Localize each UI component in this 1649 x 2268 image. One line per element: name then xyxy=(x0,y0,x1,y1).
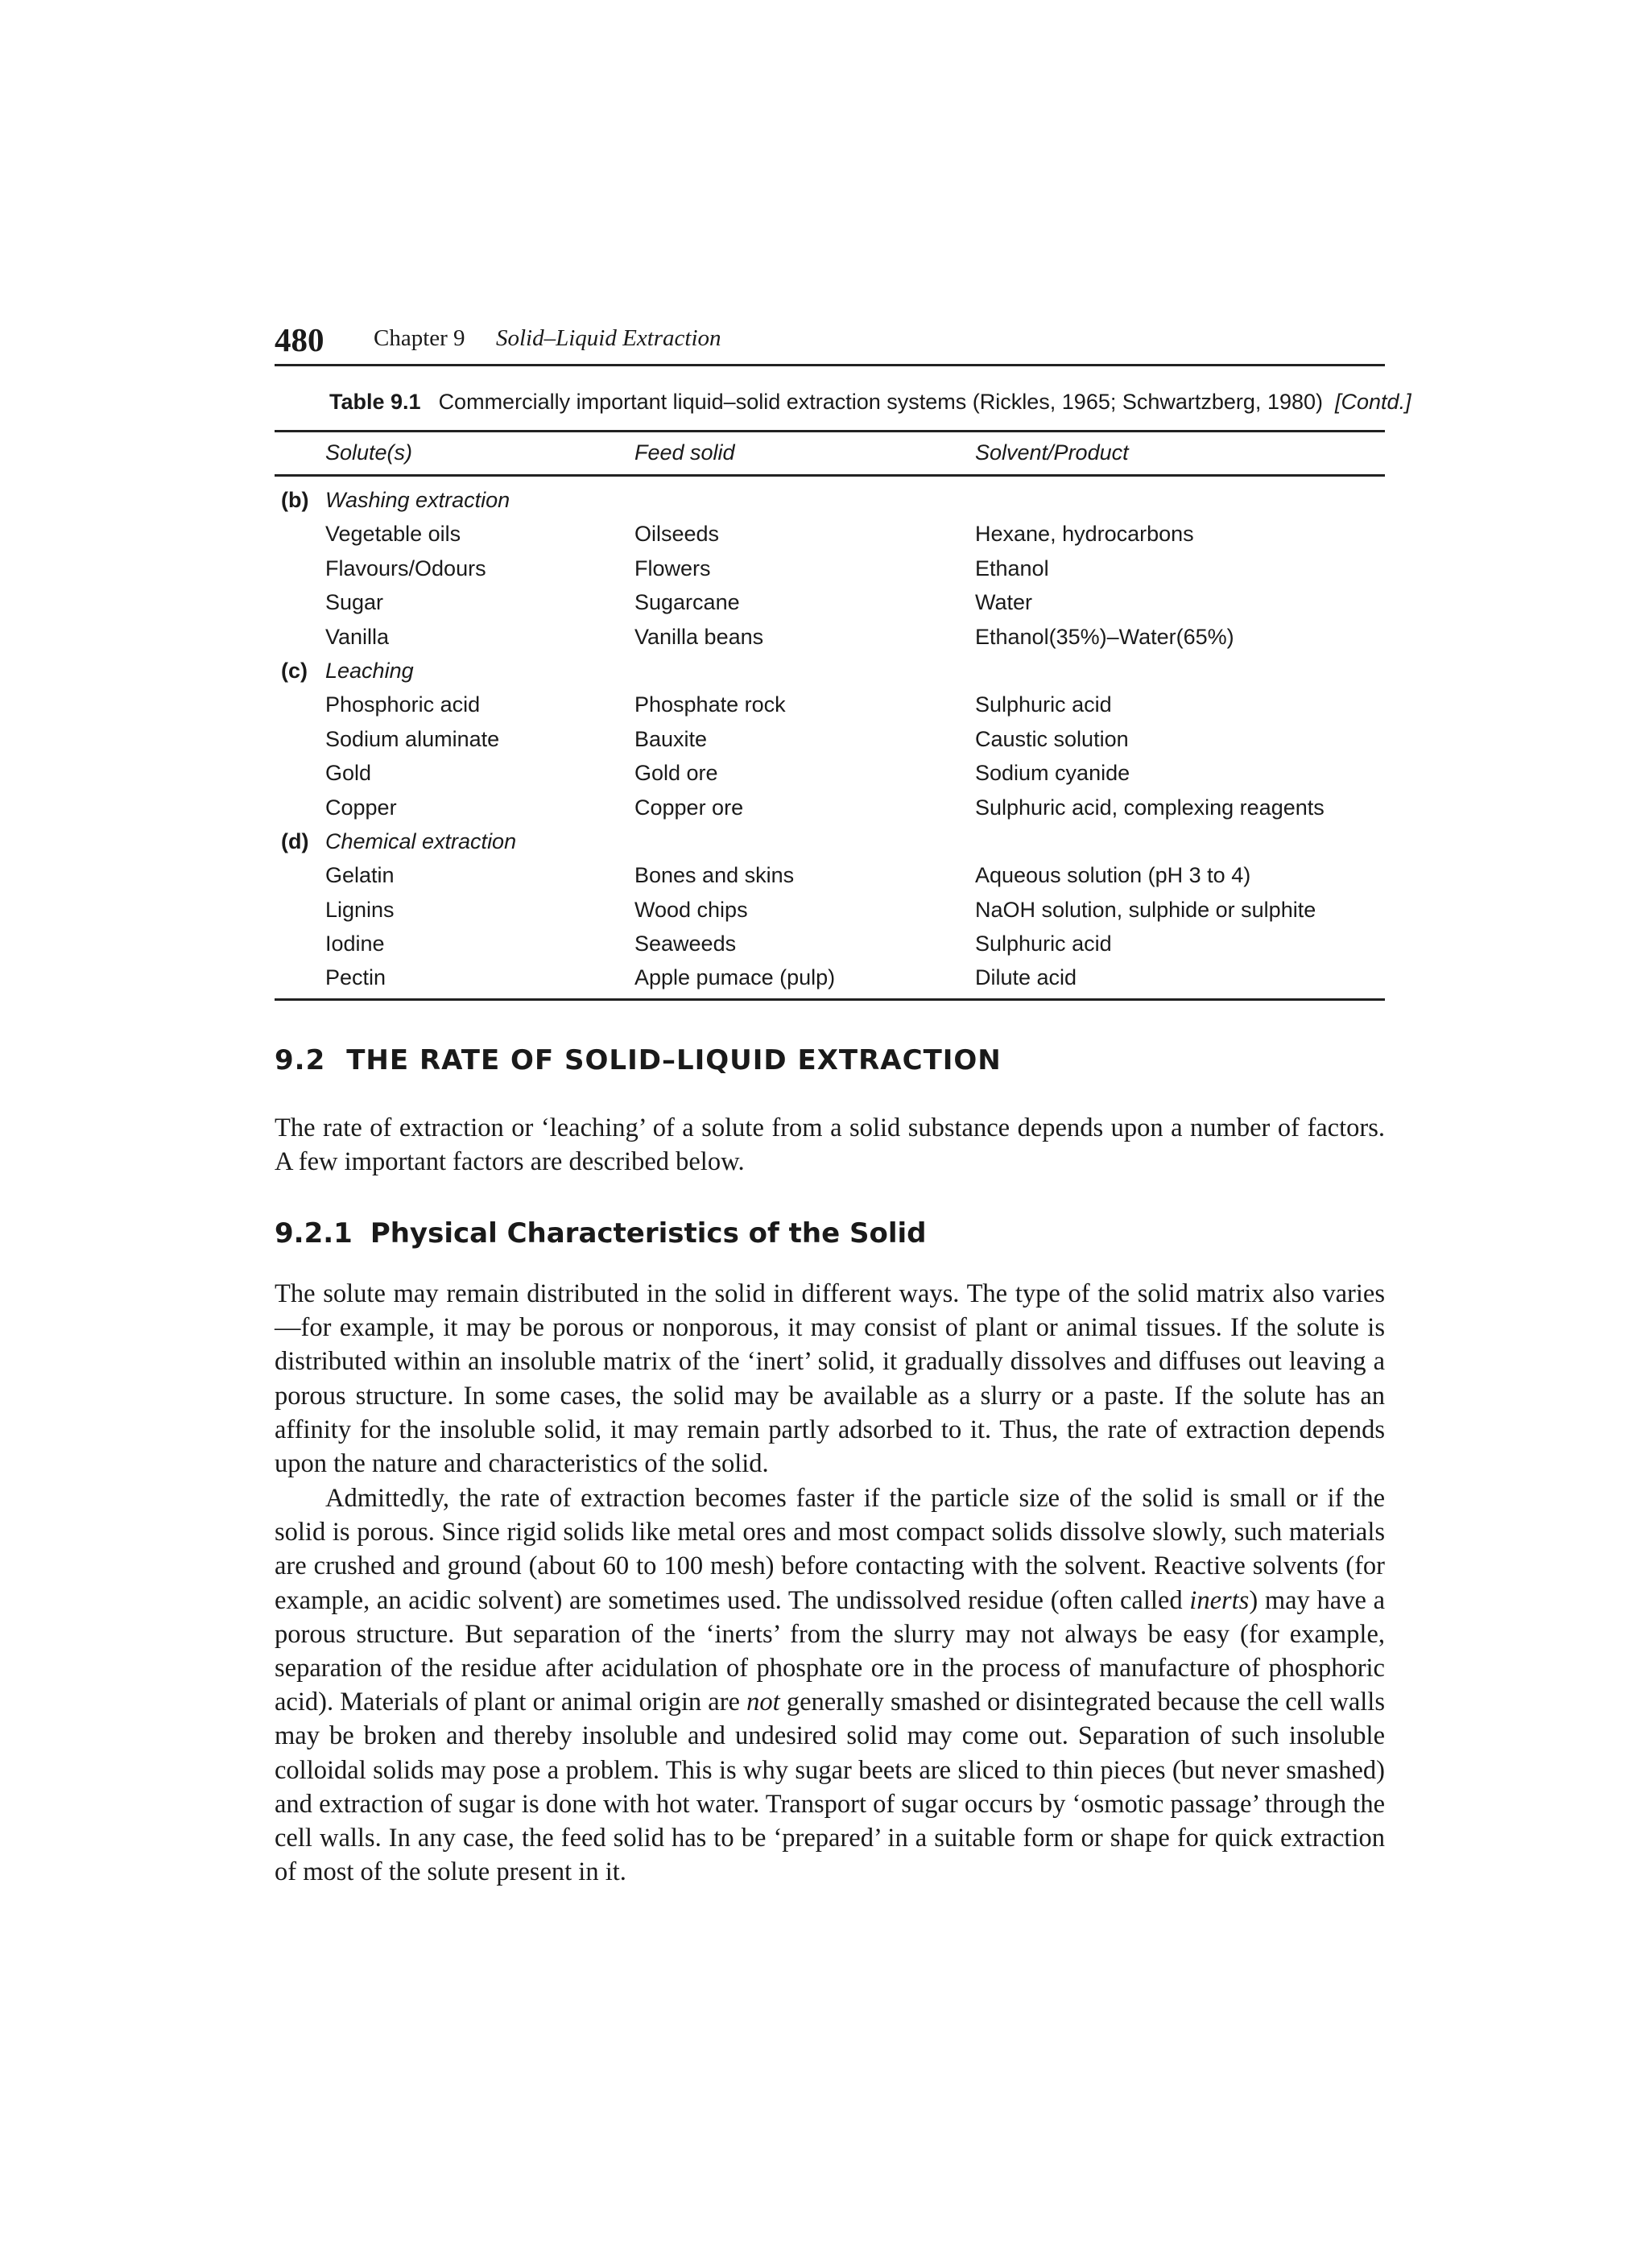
table-row xyxy=(275,858,1385,892)
table-contd: [Contd.] xyxy=(1335,390,1411,414)
table-cell-solvent: Sulphuric acid xyxy=(975,932,1112,956)
table-cell-solute: Pectin xyxy=(325,965,386,990)
table-cell-solvent: Hexane, hydrocarbons xyxy=(975,522,1194,547)
table-cell-solvent: Ethanol xyxy=(975,556,1049,580)
table-group-row xyxy=(275,824,1385,858)
group-name: Chemical extraction xyxy=(325,828,517,853)
table-cell-solvent: Ethanol(35%)–Water(65%) xyxy=(975,624,1234,649)
table-cell-solvent: NaOH solution, sulphide or sulphite xyxy=(975,897,1316,922)
table-cell-solute: Vanilla xyxy=(325,624,390,649)
running-head xyxy=(275,320,1385,366)
table-cell-feed: Oilseeds xyxy=(634,522,720,547)
table-cell-feed: Phosphate rock xyxy=(634,692,786,717)
table-row xyxy=(275,927,1385,960)
section-number: 9.2 xyxy=(275,1044,326,1076)
section-title: THE RATE OF SOLID–LIQUID EXTRACTION xyxy=(346,1044,1002,1076)
subsection-heading xyxy=(275,1217,927,1250)
table-row xyxy=(275,791,1385,824)
group-tag: (b) xyxy=(281,488,309,512)
group-tag: (c) xyxy=(281,658,308,683)
table-cell-solvent: Sodium cyanide xyxy=(975,761,1130,786)
table-cell-solute: Vegetable oils xyxy=(325,522,461,547)
table-caption xyxy=(329,390,1411,415)
column-header-feed-solid: Feed solid xyxy=(634,440,735,465)
table-row xyxy=(275,756,1385,790)
subsection-title: Physical Characteristics of the Solid xyxy=(370,1217,927,1250)
column-header-solvent-product: Solvent/Product xyxy=(975,440,1129,465)
section-intro-paragraph: The rate of extraction or ‘leaching’ of a solute from a solid substance depends upon a number of factors. A few important factors are described below. xyxy=(275,1113,1385,1177)
table-header-row xyxy=(275,432,1385,477)
table-cell-solvent: Sulphuric acid, complexing reagents xyxy=(975,795,1325,820)
table-cell-feed: Vanilla beans xyxy=(634,624,764,649)
table-cell-solvent: Water xyxy=(975,590,1033,615)
section-heading xyxy=(275,1044,1002,1076)
table-cell-feed: Bones and skins xyxy=(634,863,795,888)
table-caption-text: Commercially important liquid–solid extraction systems (Rickles, 1965; Schwartzberg, 1980) xyxy=(438,390,1323,414)
table-row xyxy=(275,585,1385,619)
table-group-row xyxy=(275,483,1385,517)
table-row xyxy=(275,517,1385,551)
table-row xyxy=(275,722,1385,756)
table-cell-feed: Copper ore xyxy=(634,795,744,820)
table-row xyxy=(275,552,1385,585)
subsection-number: 9.2.1 xyxy=(275,1217,353,1250)
group-tag: (d) xyxy=(281,828,309,853)
table-row xyxy=(275,960,1385,994)
table-cell-solute: Sodium aluminate xyxy=(325,726,500,751)
table-cell-feed: Sugarcane xyxy=(634,590,740,615)
paragraph-text: ) may have a porous structure. But separation of the ‘inerts’ from the slurry may not always be easy (for example, separation of the residue after acidulation of phosphate ore in the process of manufacture of phosphoric acid). Materials of plant or animal origin are xyxy=(275,1585,1385,1717)
table-cell-solute: Flavours/Odours xyxy=(325,556,486,580)
page-number: 480 xyxy=(275,321,324,358)
table-cell-solute: Gelatin xyxy=(325,863,395,888)
body-paragraph-2 xyxy=(275,1481,1385,1889)
paragraph-text: Admittedly, the rate of extraction becomes faster if the particle size of the solid is small or if the solid is porous. Since rigid solids like metal ores and most compact solids dissolve slowly, such materials are crushed and ground (about 60 to 100 mesh) before contacting with the solvent. Reactive solvents (for example, an acidic solvent) are sometimes used. The undissolved residue (often called xyxy=(275,1484,1385,1615)
table-cell-solute: Gold xyxy=(325,761,372,786)
chapter-label: Chapter 9 xyxy=(374,325,465,351)
body-paragraph-1: The solute may remain distributed in the solid in different ways. The type of the solid matrix also varies—for example, it may be porous or nonporous, it may consist of plant or animal tissues. If the solute is distributed within an insoluble matrix of the ‘inert’ solid, it gradually dissolves and diffuses out leaving a porous structure. In some cases, the solid may be available as a slurry or a paste. If the solute has an affinity for the insoluble solid, it may remain partly adsorbed to it. Thus, the rate of extraction depends upon the nature and characteristics of the solid. xyxy=(275,1279,1385,1479)
table-cell-solvent: Sulphuric acid xyxy=(975,692,1112,717)
table-cell-solute: Copper xyxy=(325,795,397,820)
table-cell-solvent: Dilute acid xyxy=(975,965,1077,990)
table-cell-feed: Gold ore xyxy=(634,761,718,786)
chapter-title: Solid–Liquid Extraction xyxy=(496,325,721,351)
table-cell-solute: Iodine xyxy=(325,932,385,956)
table-row xyxy=(275,688,1385,721)
paragraph-text: generally smashed or disintegrated because the cell walls may be broken and thereby insoluble and undesired solid may come out. Separation of such insoluble colloidal solids may pose a problem. This is why sugar beets are sliced to thin pieces (but never smashed) and extraction of sugar is done with hot water. Transport of sugar occurs by ‘osmotic passage’ through the cell walls. In any case, the feed solid has to be ‘prepared’ in a suitable form or shape for quick extraction of most of the solute present in it. xyxy=(275,1688,1385,1887)
table-cell-solvent: Caustic solution xyxy=(975,726,1129,751)
table-cell-solute: Sugar xyxy=(325,590,384,615)
table-cell-feed: Seaweeds xyxy=(634,932,737,956)
table-cell-feed: Wood chips xyxy=(634,897,748,922)
extraction-systems-table xyxy=(275,430,1385,1001)
table-cell-solvent: Aqueous solution (pH 3 to 4) xyxy=(975,863,1251,888)
column-header-solutes: Solute(s) xyxy=(325,440,413,465)
emphasis-not: not xyxy=(746,1688,780,1717)
table-number: Table 9.1 xyxy=(329,390,421,414)
table-cell-solute: Phosphoric acid xyxy=(325,692,481,717)
table-cell-feed: Flowers xyxy=(634,556,711,580)
table-cell-feed: Bauxite xyxy=(634,726,708,751)
group-name: Leaching xyxy=(325,658,414,683)
emphasis-inerts: inerts xyxy=(1189,1585,1250,1615)
table-cell-feed: Apple pumace (pulp) xyxy=(634,965,836,990)
table-row xyxy=(275,620,1385,654)
group-name: Washing extraction xyxy=(325,488,510,512)
table-group-row xyxy=(275,654,1385,688)
table-cell-solute: Lignins xyxy=(325,897,395,922)
table-body xyxy=(275,477,1385,998)
table-row xyxy=(275,893,1385,927)
